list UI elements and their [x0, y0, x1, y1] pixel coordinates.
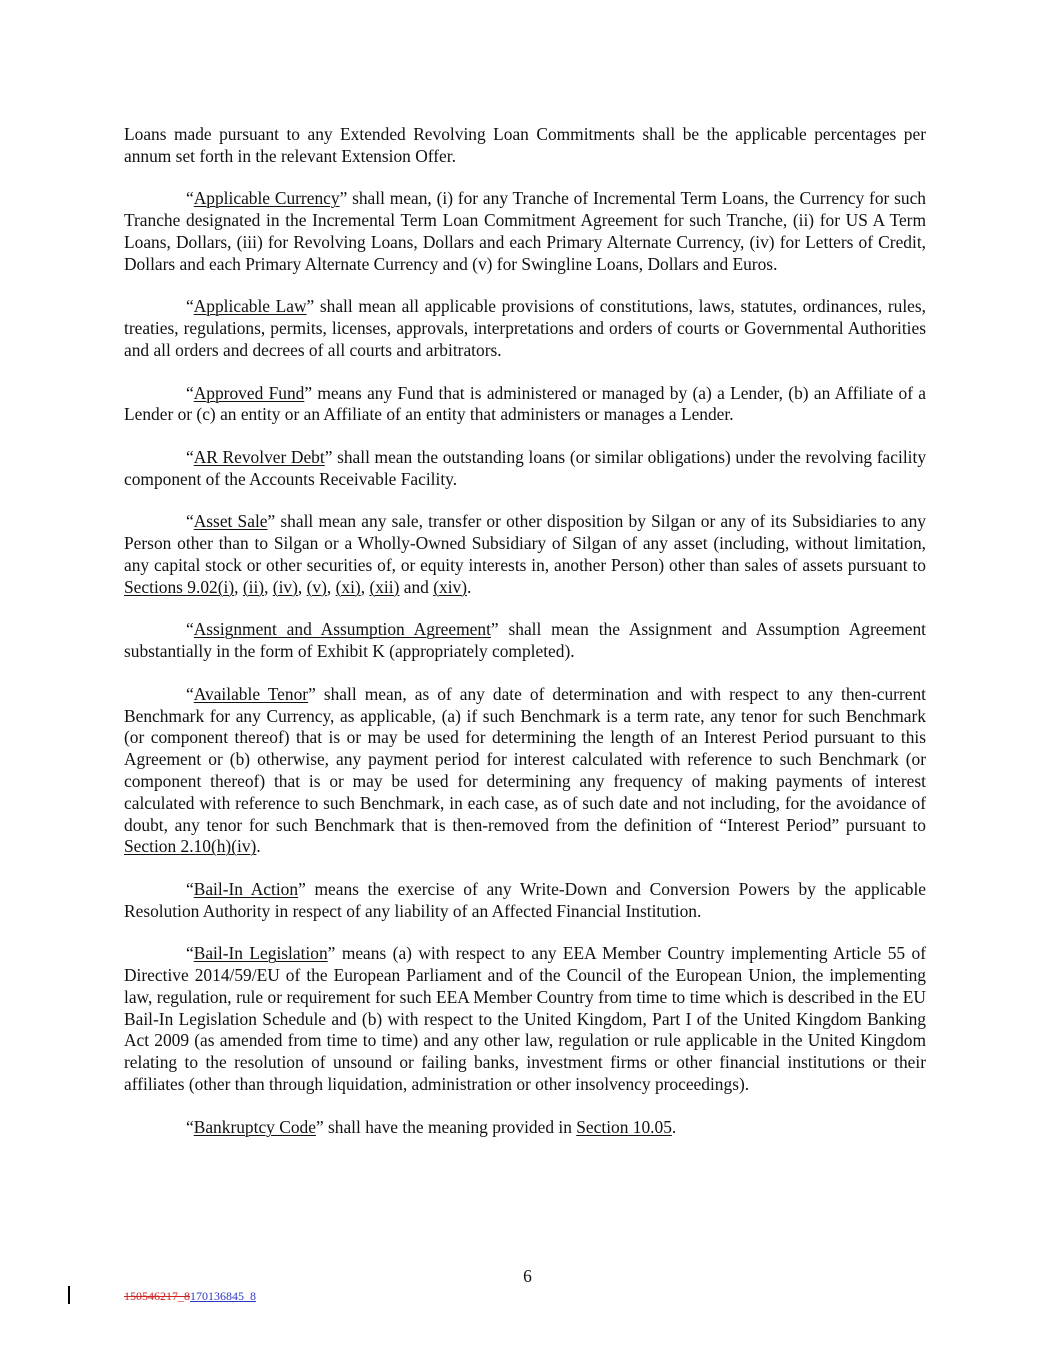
- defined-term: Bail-In Action: [193, 878, 299, 899]
- definition-available-tenor: “Available Tenor” shall mean, as of any date of determination and with respect to any then-current Benchmark for any Currency, as applicable, (a) if such Benchmark is a term rate, any tenor for such Benchmark (or component thereof) that is or may be used for determining the length of an Interest Period pursuant to this Agreement or (b) otherwise, any payment period for interest calculated with reference to such Benchmark (or component thereof) that is or may be used for determining any frequency of making payments of interest calculated with reference to such Benchmark, in each case, as of such date and not including, for the avoidance of doubt, any tenor for such Benchmark that is then-removed from the definition of “Interest Period” pursuant to Section 2.10(h)(iv).: [124, 683, 927, 857]
- defined-term: AR Revolver Debt: [193, 446, 325, 467]
- definition-text: ” shall mean, as of any date of determination and with respect to any then-current Benchmark for any Currency, as applicable, (a) if such Benchmark is a term rate, any tenor for such Benchmark (or component thereof) that is or may be used for determining the length of an Interest Period pursuant to this Agreement or (b) otherwise, any payment period for interest calculated with reference to such Benchmark (or component thereof) that is or may be used for determining any frequency of making payments of interest calculated with reference to such Benchmark, in each case, as of such date and not including, for the avoidance of doubt, any tenor for such Benchmark that is then-removed from the definition of “Interest Period” pursuant to: [124, 683, 927, 835]
- defined-term: Available Tenor: [193, 683, 309, 704]
- definition-applicable-law: “Applicable Law” shall mean all applicable provisions of constitutions, laws, statutes, ordinances, rules, treaties, regulations, permits, licenses, approvals, interpretations and orders of courts or Governmental Authorities and all orders and decrees of all courts and arbitrators.: [124, 296, 926, 360]
- defined-term: Bail-In Legislation: [193, 943, 328, 964]
- definition-bail-in-legislation: “Bail-In Legislation” means (a) with respect to any EEA Member Country implementing Article 55 of Directive 2014/59/EU of the European Parliament and of the Council of the European Union, the implementing law, regulation, rule or requirement for such EEA Member Country from time to time which is described in the EU Bail-In Legislation Schedule and (b) with respect to the United Kingdom, Part I of the United Kingdom Banking Act 2009 (as amended from time to time) and any other law, regulation or rule applicable in the United Kingdom relating to the resolution of unsound or failing banks, investment firms or other financial institutions or their affiliates (other than through liquidation, administration or other insolvency proceedings).: [124, 943, 926, 1095]
- defined-term: Applicable Currency: [193, 188, 340, 209]
- definition-text: ” shall mean the outstanding loans (or similar obligations) under the revolving facility component of the Accounts Receivable Facility.: [124, 446, 927, 489]
- section-reference: (xii): [369, 576, 400, 597]
- definition-text: ” shall mean any sale, transfer or other disposition by Silgan or any of its Subsidiaries to any Person other than to Silgan or a Wholly-Owned Subsidiary of Silgan of any asset (including, without limitation, any capital stock or other securities of, or equity interests in, another Person) other than sales of assets pursuant to: [124, 511, 927, 575]
- continuation-paragraph: Loans made pursuant to any Extended Revolving Loan Commitments shall be the applicable percentages per annum set forth in the relevant Extension Offer.: [124, 124, 926, 166]
- section-reference: Sections 9.02(i): [124, 576, 235, 597]
- definition-applicable-currency: “Applicable Currency” shall mean, (i) for any Tranche of Incremental Term Loans, the Currency for such Tranche designated in the Incremental Term Loan Commitment Agreement for such Tranche, (ii) for US A Term Loans, Dollars, (iii) for Revolving Loans, Dollars and each Primary Alternate Currency, (iv) for Letters of Credit, Dollars and each Primary Alternate Currency and (v) for Swingline Loans, Dollars and Euros.: [124, 188, 926, 274]
- page-number: 6: [523, 1266, 532, 1286]
- definition-text: ” shall mean, (i) for any Tranche of Incremental Term Loans, the Currency for such Tranche designated in the Incremental Term Loan Commitment Agreement for such Tranche, (ii) for US A Term Loans, Dollars, (iii) for Revolving Loans, Dollars and each Primary Alternate Currency, (iv) for Letters of Credit, Dollars and each Primary Alternate Currency and (v) for Swingline Loans, Dollars and Euros.: [124, 188, 926, 274]
- definition-asset-sale: “Asset Sale” shall mean any sale, transfer or other disposition by Silgan or any of its Subsidiaries to any Person other than to Silgan or a Wholly-Owned Subsidiary of Silgan of any asset (including, without limitation, any capital stock or other securities of, or equity interests in, another Person) other than sales of assets pursuant to Sections 9.02(i), (ii), (iv), (v), (xi), (xii) and (xiv).: [124, 511, 927, 597]
- definition-bail-in-action: “Bail-In Action” means the exercise of any Write-Down and Conversion Powers by the applicable Resolution Authority in respect of any liability of an Affected Financial Institution.: [124, 878, 926, 921]
- revision-change-bar: [68, 1286, 70, 1304]
- definition-assignment-agreement: “Assignment and Assumption Agreement” shall mean the Assignment and Assumption Agreement substantially in the form of Exhibit K (appropriately completed).: [124, 619, 926, 662]
- defined-term: Assignment and Assumption Agreement: [193, 619, 491, 640]
- defined-term: Bankruptcy Code: [193, 1116, 316, 1137]
- definition-text: ” shall mean the Assignment and Assumption Agreement substantially in the form of Exhibit K (appropriately completed).: [124, 619, 926, 662]
- document-body: [124, 124, 926, 1159]
- conjunction: and: [399, 576, 434, 597]
- document-id-deleted: 150546217_8: [124, 1289, 190, 1303]
- section-reference: (iv): [272, 576, 298, 597]
- document-id: [124, 1289, 256, 1304]
- document-id-inserted: 170136845_8: [190, 1289, 256, 1303]
- definition-text: ” means (a) with respect to any EEA Member Country implementing Article 55 of Directive 2014/59/EU of the European Parliament and of the Council of the European Union, the implementing law, regulation, rule or requirement for such EEA Member Country from time to time which is described in the EU Bail-In Legislation Schedule and (b) with respect to the United Kingdom, Part I of the United Kingdom Banking Act 2009 (as amended from time to time) and any other law, regulation or rule applicable in the United Kingdom relating to the resolution of unsound or failing banks, investment firms or other financial institutions or their affiliates (other than through liquidation, administration or other insolvency proceedings).: [124, 943, 926, 1095]
- section-reference: (ii): [242, 576, 265, 597]
- definition-text: ” shall mean all applicable provisions of constitutions, laws, statutes, ordinances, rules, treaties, regulations, permits, licenses, approvals, interpretations and orders of courts or Governmental Authorities and all orders and decrees of all courts and arbitrators.: [124, 296, 926, 360]
- section-reference: Section 10.05: [576, 1116, 672, 1137]
- defined-term: Asset Sale: [193, 511, 268, 532]
- definition-text: ” means the exercise of any Write-Down and Conversion Powers by the applicable Resolution Authority in respect of any liability of an Affected Financial Institution.: [124, 878, 926, 921]
- section-reference: (v): [306, 576, 327, 597]
- defined-term: Approved Fund: [193, 382, 305, 403]
- section-reference: Section 2.10(h)(iv): [124, 836, 257, 857]
- defined-term: Applicable Law: [193, 296, 307, 317]
- definition-text: ” means any Fund that is administered or managed by (a) a Lender, (b) an Affiliate of a Lender or (c) an entity or an Affiliate of an entity that administers or manages a Lender.: [124, 382, 927, 425]
- section-reference: (xiv): [433, 576, 468, 597]
- definition-approved-fund: “Approved Fund” means any Fund that is administered or managed by (a) a Lender, (b) an Affiliate of a Lender or (c) an entity or an Affiliate of an entity that administers or manages a Lender.: [124, 382, 927, 425]
- definition-bankruptcy-code: “Bankruptcy Code” shall have the meaning provided in Section 10.05.: [186, 1116, 677, 1137]
- definition-text: ” shall have the meaning provided in: [315, 1116, 577, 1137]
- section-reference: (xi): [335, 576, 361, 597]
- definition-ar-revolver-debt: “AR Revolver Debt” shall mean the outstanding loans (or similar obligations) under the revolving facility component of the Accounts Receivable Facility.: [124, 446, 927, 489]
